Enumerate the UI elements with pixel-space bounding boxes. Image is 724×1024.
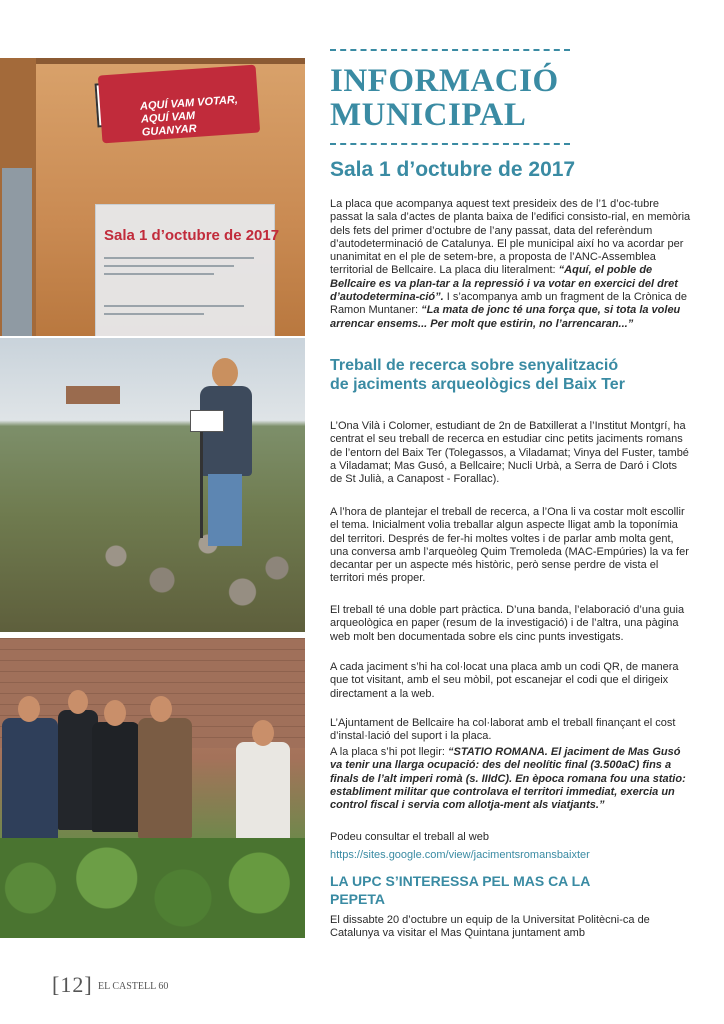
photo-student: [196, 358, 256, 548]
photo-head: [212, 358, 238, 388]
article-title: Sala 1 d’octubre de 2017: [330, 158, 576, 181]
publication-name: EL CASTELL 60: [98, 981, 169, 992]
photo-elevator-door: [2, 168, 32, 336]
plaque-photo: [0, 58, 305, 336]
dashed-divider: [330, 143, 570, 145]
article-paragraph: A cada jaciment s’hi ha col·locat una placa amb un codi QR, de manera que tot visitant, amb el seu mòbil, pot escanejar el codi que el dirigeix directament a la web.: [330, 661, 679, 700]
chronicle-quote: “La mata de jonc té una força que, si tota la voleu arrencar ensems... Per molt que estirin, no l’arrencaran...”: [330, 304, 681, 330]
photo-person: [138, 718, 192, 838]
plaque-quote: “STATIO ROMANA. El jaciment de Mas Gusó va tenir una llarga ocupació: des del neolític final (3.500aC) fins a finals de l’alt imperi romà (s. IIIdC). En època romana fou una statio: establiment militar que controlava el territori immediat, exercia un control fiscal i servia com allotja-ment als viatjants.”: [330, 746, 686, 812]
plaque-title: Sala 1 d’octubre de 2017: [104, 227, 280, 244]
photo-head: [252, 720, 274, 746]
paragraph-text: La placa que acompanya aquest text presideix des de l’1 d’oc-tubre passat la sala d’actes de planta baixa de l’edifici consisto-rial, en memòria dels fets del primer d’octubre de l’any passat, data del referèndum d’autodeterminació de Catalunya. El ple municipal així ho va acordar per unanimitat en el ple de setem-bre, a proposta de l’ANC-Assemblea territorial de Bellcaire. La placa diu literalment:: [330, 198, 691, 277]
dashed-divider: [330, 49, 570, 51]
article-paragraph: [330, 746, 692, 812]
article-paragraph: [330, 198, 692, 331]
paragraph-text: A la placa s’hi pot llegir:: [330, 746, 449, 758]
plaque-text-line: [104, 305, 244, 307]
plaque-text-line: [104, 265, 234, 267]
plaque-quote: “Aquí, el poble de Bellcaire es va plan-tar a la repressió i va votar en exercici del dret d’autodetermina-ció”.: [330, 264, 678, 304]
photo-person: [2, 718, 58, 848]
article-paragraph: El treball té una doble part pràctica. D’una banda, l’elaboració d’una guia arqueològica en paper (resum de la investigació) i de l’altra, una pàgina web molt ben documentada sobre els cinc punts investigats.: [330, 604, 685, 643]
photo-head: [150, 696, 172, 722]
photo-head: [18, 696, 40, 722]
photo-sign-post: [200, 418, 203, 538]
plaque-banner: AQUÍ VAM VOTAR, AQUÍ VAM GUANYAR: [98, 65, 260, 144]
paragraph-text: I s’acompanya amb un fragment de la Crònica de Ramon Muntaner:: [330, 291, 688, 317]
article-paragraph: L’Ona Vilà i Colomer, estudiant de 2n de Batxillerat a l’Institut Montgrí, ha centrat el seu treball de recerca en estudiar cinc petits jaciments romans de l’entorn del Baix Ter (Tolegassos, a Viladamat; Vinya del Fuster, també a Viladamat; Mas Gusó, a Bellcaire; Nucli Urbà, a Serra de Daró i Clots de St Julià, a Canapost - Forallac).: [330, 420, 689, 486]
article-paragraph: Podeu consultar el treball al web: [330, 831, 489, 843]
archaeological-site-photo: [0, 338, 305, 632]
photo-head: [104, 700, 126, 726]
article-paragraph: L’Ajuntament de Bellcaire ha col·laborat amb el treball finançant el cost d’instal·lació del suport i la placa.: [330, 717, 676, 743]
glass-plaque: [95, 204, 280, 336]
section-title: INFORMACIÓ MUNICIPAL: [330, 63, 559, 133]
photo-legs: [208, 474, 242, 546]
web-link[interactable]: https://sites.google.com/view/jacimentsromansbaixter: [330, 849, 590, 861]
article-paragraph: A l’hora de plantejar el treball de recerca, a l’Ona li va costar molt escollir el tema. Inicialment volia treballar algun aspecte lligat amb la toponímia del territori. Després de fer-hi moltes voltes i de parlar amb molta gent, una conversa amb l’arqueòleg Quim Tremoleda (MAC-Empúries) la va fer decantar per un aspecte més històric, però sense perdre de vista el territori més proper.: [330, 506, 689, 585]
article-title: Treball de recerca sobre senyalització de jaciments arqueològics del Baix Ter: [330, 357, 625, 393]
article-title: LA UPC S’INTERESSA PEL MAS CA LA PEPETA: [330, 873, 590, 907]
photo-head: [68, 690, 88, 714]
page-number: [12]: [52, 972, 93, 997]
plaque-text-line: [104, 313, 204, 315]
photo-bushes: [0, 838, 305, 938]
upc-visit-photo: [0, 638, 305, 938]
plaque-text-line: [104, 273, 214, 275]
photo-person: [92, 722, 140, 832]
article-paragraph: El dissabte 20 d’octubre un equip de la Universitat Politècni-ca de Catalunya va visitar el Mas Quintana juntament amb: [330, 914, 650, 940]
photo-stones: [70, 508, 300, 628]
photo-ruin: [66, 386, 120, 404]
photo-wall-strip: [36, 58, 305, 64]
plaque-text-line: [104, 257, 254, 259]
photo-sign-card: [190, 410, 224, 432]
